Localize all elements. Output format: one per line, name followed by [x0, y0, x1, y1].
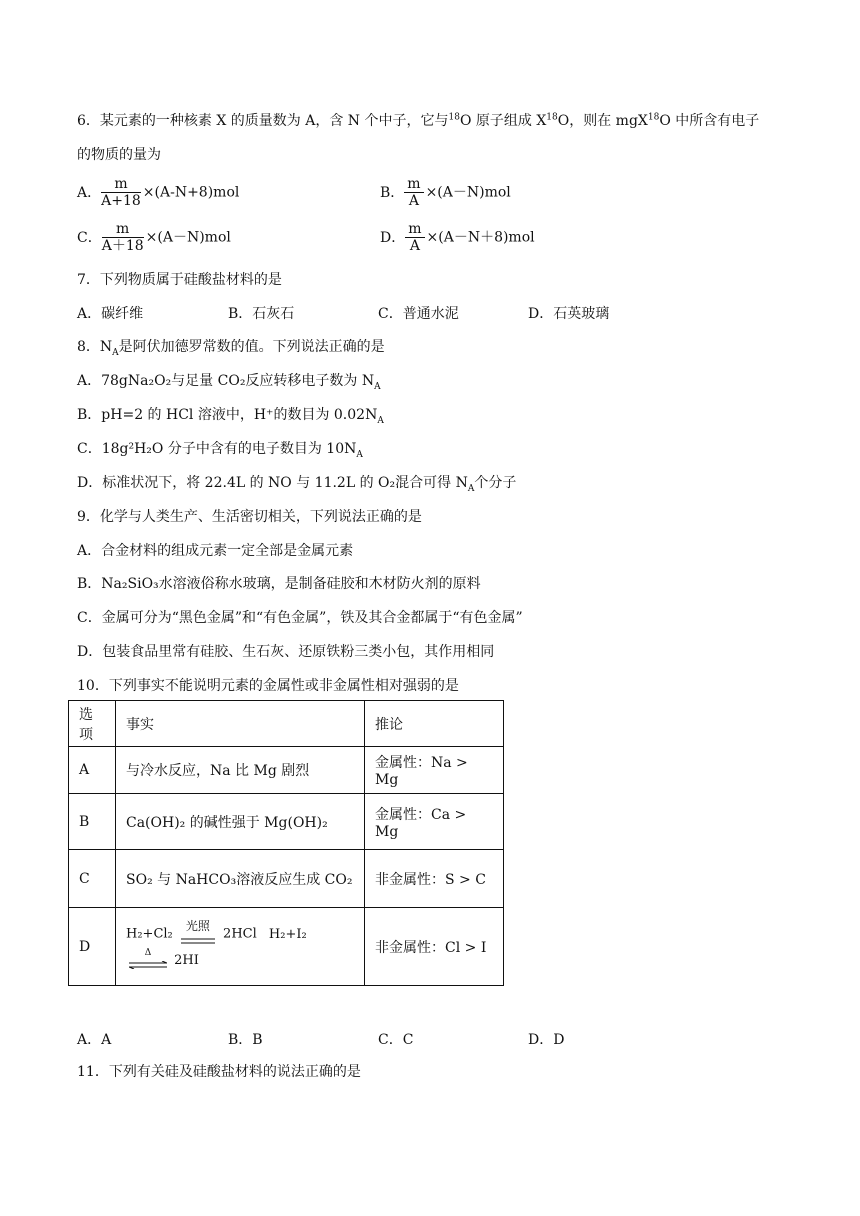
- cell-option: A: [69, 747, 116, 794]
- cell-fact: [116, 908, 365, 986]
- q6-text-b: O 原子组成 X: [459, 113, 547, 129]
- double-line-icon: [181, 938, 215, 944]
- denominator: A+18: [101, 193, 141, 209]
- table-row: [69, 850, 504, 908]
- q9-option-a: A．合金材料的组成元素一定全部是金属元素: [77, 543, 354, 559]
- q6-text-a: 6．某元素的一种核素 X 的质量数为 A，含 N 个中子，它与: [77, 113, 449, 129]
- q8-option-b: [77, 405, 384, 425]
- fraction: [404, 176, 423, 209]
- option-text: ×(A-N+8)mol: [142, 184, 240, 201]
- numerator: m: [404, 176, 423, 193]
- numerator: m: [405, 221, 424, 238]
- fraction: [405, 221, 424, 254]
- cell-inference: 非金属性：Cl > I: [365, 908, 504, 986]
- q7-option-b: B．石灰石: [228, 306, 295, 322]
- q8-stem-a: 8．N: [77, 339, 113, 355]
- header-fact: 事实: [116, 701, 365, 747]
- table-header-row: [69, 701, 504, 747]
- cell-inference: 非金属性：S > C: [365, 850, 504, 908]
- q8-option-c: [77, 439, 363, 459]
- option-text: D．标准状况下，将 22.4L 的 NO 与 11.2L 的 O₂混合可得 N: [77, 475, 468, 491]
- cell-inference: 金属性：Ca > Mg: [365, 794, 504, 850]
- reactants-2: H₂+I₂: [268, 926, 307, 942]
- condition-arrow: [181, 920, 215, 948]
- option-text: C．18g²H₂O 分子中含有的电子数目为 10N: [77, 441, 357, 457]
- fraction: [102, 221, 144, 254]
- q9-option-b: B．Na₂SiO₃水溶液俗称水玻璃，是制备硅胶和木材防火剂的原料: [77, 576, 481, 592]
- subscript: A: [467, 483, 475, 494]
- reactants-1: H₂+Cl₂: [126, 926, 173, 942]
- subscript: A: [374, 381, 381, 392]
- option-label: C．: [77, 229, 102, 246]
- numerator: m: [101, 176, 141, 193]
- product-1: 2HCl: [223, 926, 257, 942]
- q6-option-a: [77, 176, 239, 209]
- cell-option: C: [69, 850, 116, 908]
- header-option: 选项: [69, 701, 116, 747]
- q9-stem: 9．化学与人类生产、生活密切相关，下列说法正确的是: [77, 509, 422, 525]
- option-text: ×(A－N＋8)mol: [426, 229, 535, 246]
- header-inference: 推论: [365, 701, 504, 747]
- q10-option-a: A．A: [77, 1032, 112, 1048]
- cell-fact: 与冷水反应，Na 比 Mg 剧烈: [116, 747, 365, 794]
- denominator: A＋18: [101, 238, 144, 254]
- option-text: ×(A－N)mol: [425, 184, 511, 201]
- q10-table: [68, 700, 504, 986]
- option-text: ×(A－N)mol: [145, 229, 231, 246]
- reversible-arrow: [129, 948, 167, 973]
- q6-option-c: [77, 221, 231, 254]
- q6-line1: [77, 111, 759, 131]
- q6-option-b: [380, 176, 511, 209]
- cell-fact: SO₂ 与 NaHCO₃溶液反应生成 CO₂: [116, 850, 365, 908]
- q8-stem: [77, 337, 385, 357]
- q6-line2: 的物质的量为: [77, 147, 161, 163]
- fraction: [101, 176, 141, 209]
- q6-text-c: O，则在 mgX: [557, 113, 648, 129]
- table-row: [69, 794, 504, 850]
- mass-number: 18: [647, 112, 660, 123]
- q10-option-b: B．B: [228, 1032, 263, 1048]
- q8-option-d: [77, 473, 516, 493]
- q9-option-d: D．包装食品里常有硅胶、生石灰、还原铁粉三类小包，其作用相同: [77, 644, 495, 660]
- q7-stem: 7．下列物质属于硅酸盐材料的是: [77, 272, 282, 288]
- reversible-arrow-icon: [129, 961, 167, 969]
- cell-inference: 金属性：Na > Mg: [365, 747, 504, 794]
- q10-option-c: C．C: [378, 1032, 414, 1048]
- q7-option-a: A．碳纤维: [77, 306, 144, 322]
- reaction-condition: Δ: [144, 948, 152, 958]
- option-text: B．pH=2 的 HCl 溶液中，H⁺的数目为 0.02N: [77, 407, 378, 423]
- option-label: D．: [380, 229, 406, 246]
- cell-option: B: [69, 794, 116, 850]
- subscript: A: [377, 415, 384, 426]
- q8-option-a: [77, 371, 381, 391]
- subscript: A: [112, 347, 119, 358]
- mass-number: 18: [448, 112, 460, 123]
- numerator: m: [102, 221, 144, 238]
- q6-text-d: O 中所含有电子: [659, 113, 760, 129]
- option-text-tail: 个分子: [474, 475, 517, 491]
- option-label: B．: [380, 184, 405, 201]
- option-label: A．: [77, 184, 102, 201]
- q9-option-c: C．金属可分为“黑色金属”和“有色金属”，铁及其合金都属于“有色金属”: [77, 610, 523, 626]
- product-2: 2HI: [174, 953, 199, 968]
- option-text: A．78gNa₂O₂与足量 CO₂反应转移电子数为 N: [77, 373, 375, 389]
- denominator: A: [409, 238, 420, 254]
- mass-number: 18: [546, 112, 558, 123]
- q7-option-c: C．普通水泥: [378, 306, 459, 322]
- table-row: [69, 747, 504, 794]
- denominator: A: [408, 193, 419, 209]
- q6-option-d: [380, 221, 535, 254]
- cell-fact: Ca(OH)₂ 的碱性强于 Mg(OH)₂: [116, 794, 365, 850]
- cell-option: D: [69, 908, 116, 986]
- q11-stem: 11．下列有关硅及硅酸盐材料的说法正确的是: [77, 1064, 361, 1080]
- q8-stem-b: 是阿伏加德罗常数的值。下列说法正确的是: [118, 339, 385, 355]
- q10-option-d: D．D: [528, 1032, 565, 1048]
- table-row: [69, 908, 504, 986]
- q10-stem: 10．下列事实不能说明元素的金属性或非金属性相对强弱的是: [77, 678, 459, 694]
- reaction-condition: 光照: [185, 919, 210, 933]
- q7-option-d: D．石英玻璃: [528, 306, 610, 322]
- subscript: A: [356, 449, 363, 460]
